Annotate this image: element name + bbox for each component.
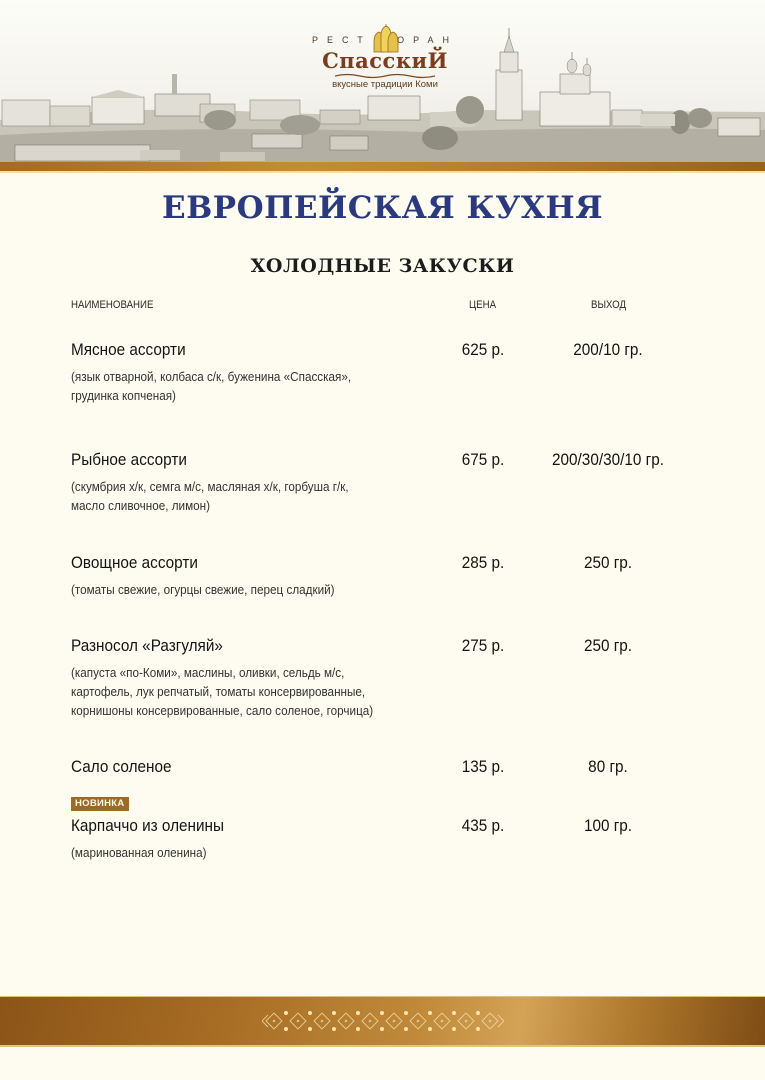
item-weight: 200/30/30/10 гр. [552, 450, 664, 469]
item-description [71, 477, 395, 515]
item-description-line: масло сливочное, лимон) [71, 498, 211, 513]
item-weight: 80 гр. [588, 757, 628, 776]
page-title: ЕВРОПЕЙСКАЯ КУХНЯ [161, 190, 604, 226]
item-weight: 200/10 гр. [573, 340, 643, 359]
item-description-line: (капуста «по-Коми», маслины, оливки, сельдь м/с, [71, 665, 345, 680]
new-badge: НОВИНКА [71, 797, 129, 811]
item-price: 675 р. [461, 450, 505, 469]
item-description-line: (язык отварной, колбаса с/к, буженина «Спасская», [71, 369, 352, 384]
item-description-line: (томаты свежие, огурцы свежие, перец сладкий) [71, 582, 335, 597]
item-price: 625 р. [461, 340, 505, 359]
item-description [71, 663, 395, 720]
item-description [71, 367, 395, 405]
item-weight: 250 гр. [583, 553, 633, 572]
logo-pre-title [300, 35, 470, 45]
item-price: 275 р. [461, 636, 505, 655]
item-description-line: грудинка копченая) [71, 388, 176, 403]
column-header-name: НАИМЕНОВАНИЕ [71, 299, 154, 311]
restaurant-logo [300, 22, 470, 92]
item-price: 435 р. [461, 816, 505, 835]
item-name: Карпаччо из оленины [71, 816, 224, 835]
item-weight: 250 гр. [583, 636, 633, 655]
footer-gold-band [0, 996, 765, 1047]
item-name: Овощное ассорти [71, 553, 198, 572]
item-description-line: (скумбрия х/к, семга м/с, масляная х/к, горбуша г/к, [71, 479, 349, 494]
item-name: Мясное ассорти [71, 340, 186, 359]
logo-pre-left: РЕСТ [312, 35, 372, 45]
item-name: Рыбное ассорти [71, 450, 187, 469]
item-description [71, 843, 395, 862]
item-description-line: (маринованная оленина) [71, 845, 207, 860]
komi-ornament-icon [262, 1006, 504, 1036]
item-name: Разносол «Разгуляй» [71, 636, 223, 655]
item-weight: 100 гр. [583, 816, 633, 835]
logo-pre-right: ОРАН [397, 35, 458, 45]
header-panorama [0, 0, 765, 164]
item-name: Сало соленое [71, 757, 172, 776]
column-header-price: ЦЕНА [469, 299, 497, 311]
item-price: 135 р. [461, 757, 505, 776]
item-price: 285 р. [461, 553, 505, 572]
item-description [71, 580, 395, 599]
logo-tagline: вкусные традиции Коми [332, 79, 438, 90]
item-description-line: картофель, лук репчатый, томаты консервированные, [71, 684, 366, 699]
column-header-weight: ВЫХОД [591, 299, 627, 311]
header-gold-band [0, 162, 765, 171]
item-description-line: корнишоны консервированные, сало соленое, горчица) [71, 703, 374, 718]
section-title: ХОЛОДНЫЕ ЗАКУСКИ [250, 255, 515, 277]
logo-brand: СпасскиЙ [322, 48, 448, 73]
